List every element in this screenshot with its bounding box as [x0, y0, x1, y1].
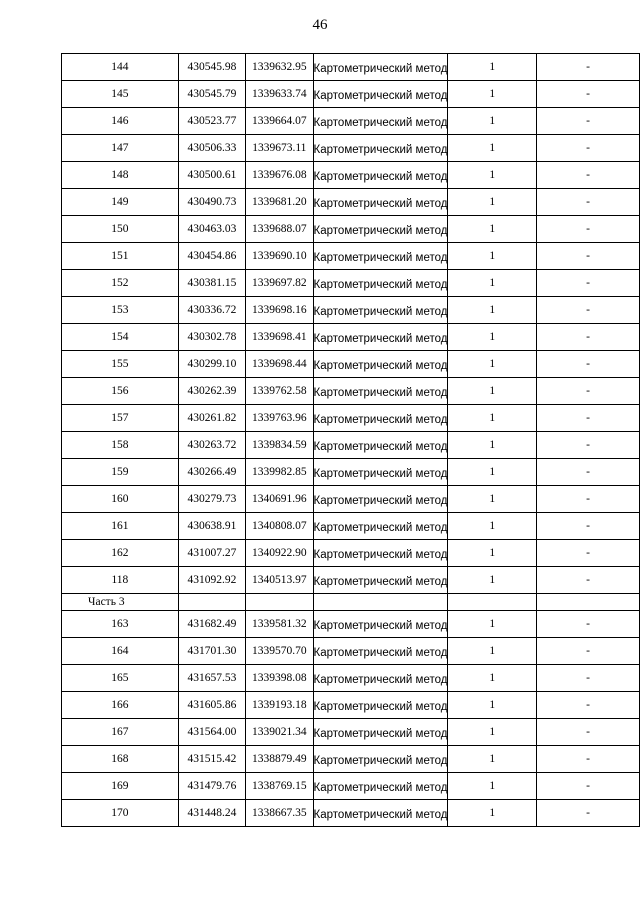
table-row [62, 54, 640, 81]
x-coordinate-cell: 431479.76 [178, 773, 245, 800]
empty-cell [313, 594, 448, 611]
y-coordinate-cell: 1339193.18 [246, 692, 314, 719]
accuracy-cell: 1 [448, 54, 537, 81]
method-text: Картометрический метод [313, 332, 448, 345]
x-coordinate-cell: 430545.79 [178, 81, 245, 108]
method-text: Картометрический метод [313, 386, 448, 399]
accuracy-cell: 1 [448, 243, 537, 270]
y-coordinate-cell: 1339763.96 [246, 405, 314, 432]
method-text: Картометрический метод [313, 278, 448, 291]
method-text: Картометрический метод [313, 359, 448, 372]
y-coordinate-cell: 1340513.97 [246, 567, 314, 594]
x-coordinate-cell: 431448.24 [178, 800, 245, 827]
x-coordinate-cell: 430463.03 [178, 216, 245, 243]
description-cell: - [537, 270, 640, 297]
y-coordinate-cell: 1339697.82 [246, 270, 314, 297]
point-number-cell: 118 [62, 567, 179, 594]
point-number-cell: 161 [62, 513, 179, 540]
table-row [62, 432, 640, 459]
point-number-cell: 150 [62, 216, 179, 243]
method-text: Картометрический метод [313, 224, 448, 237]
accuracy-cell: 1 [448, 773, 537, 800]
y-coordinate-cell: 1339581.32 [246, 611, 314, 638]
method-text: Картометрический метод [313, 62, 448, 75]
y-coordinate-cell: 1339664.07 [246, 108, 314, 135]
accuracy-cell: 1 [448, 719, 537, 746]
table-row [62, 540, 640, 567]
point-number-cell: 170 [62, 800, 179, 827]
x-coordinate-cell: 430490.73 [178, 189, 245, 216]
method-cell [313, 773, 448, 800]
description-cell: - [537, 54, 640, 81]
description-cell: - [537, 135, 640, 162]
method-text: Картометрический метод [313, 89, 448, 102]
description-cell: - [537, 746, 640, 773]
point-number-cell: 159 [62, 459, 179, 486]
accuracy-cell: 1 [448, 746, 537, 773]
table-row [62, 189, 640, 216]
method-cell [313, 135, 448, 162]
method-cell [313, 486, 448, 513]
x-coordinate-cell: 431701.30 [178, 638, 245, 665]
table-row [62, 665, 640, 692]
x-coordinate-cell: 430262.39 [178, 378, 245, 405]
y-coordinate-cell: 1339633.74 [246, 81, 314, 108]
coordinates-table [61, 53, 640, 827]
table-row [62, 692, 640, 719]
point-number-cell: 162 [62, 540, 179, 567]
table-row [62, 297, 640, 324]
coordinates-table-body [62, 54, 640, 827]
method-cell [313, 216, 448, 243]
accuracy-cell: 1 [448, 405, 537, 432]
accuracy-cell: 1 [448, 432, 537, 459]
point-number-cell: 153 [62, 297, 179, 324]
method-cell [313, 611, 448, 638]
description-cell: - [537, 540, 640, 567]
method-cell [313, 405, 448, 432]
method-text: Картометрический метод [313, 440, 448, 453]
section-label: Часть 3 [62, 594, 179, 611]
table-row [62, 324, 640, 351]
accuracy-cell: 1 [448, 378, 537, 405]
method-text: Картометрический метод [313, 116, 448, 129]
method-cell [313, 378, 448, 405]
method-text: Картометрический метод [313, 808, 448, 821]
table-row [62, 611, 640, 638]
accuracy-cell: 1 [448, 351, 537, 378]
method-cell [313, 297, 448, 324]
accuracy-cell: 1 [448, 567, 537, 594]
point-number-cell: 169 [62, 773, 179, 800]
accuracy-cell: 1 [448, 189, 537, 216]
empty-cell [537, 594, 640, 611]
y-coordinate-cell: 1340922.90 [246, 540, 314, 567]
method-cell [313, 665, 448, 692]
x-coordinate-cell: 430454.86 [178, 243, 245, 270]
x-coordinate-cell: 430506.33 [178, 135, 245, 162]
method-cell [313, 108, 448, 135]
empty-cell [448, 594, 537, 611]
accuracy-cell: 1 [448, 459, 537, 486]
method-cell [313, 270, 448, 297]
accuracy-cell: 1 [448, 108, 537, 135]
table-row [62, 800, 640, 827]
y-coordinate-cell: 1340808.07 [246, 513, 314, 540]
method-text: Картометрический метод [313, 170, 448, 183]
accuracy-cell: 1 [448, 665, 537, 692]
method-text: Картометрический метод [313, 727, 448, 740]
y-coordinate-cell: 1339698.16 [246, 297, 314, 324]
y-coordinate-cell: 1339834.59 [246, 432, 314, 459]
table-row [62, 638, 640, 665]
description-cell: - [537, 351, 640, 378]
method-cell [313, 719, 448, 746]
x-coordinate-cell: 431682.49 [178, 611, 245, 638]
x-coordinate-cell: 430263.72 [178, 432, 245, 459]
table-row [62, 746, 640, 773]
y-coordinate-cell: 1338769.15 [246, 773, 314, 800]
method-cell [313, 162, 448, 189]
x-coordinate-cell: 430500.61 [178, 162, 245, 189]
point-number-cell: 154 [62, 324, 179, 351]
method-cell [313, 567, 448, 594]
accuracy-cell: 1 [448, 162, 537, 189]
x-coordinate-cell: 430279.73 [178, 486, 245, 513]
description-cell: - [537, 773, 640, 800]
description-cell: - [537, 81, 640, 108]
accuracy-cell: 1 [448, 800, 537, 827]
method-text: Картометрический метод [313, 646, 448, 659]
method-cell [313, 189, 448, 216]
point-number-cell: 145 [62, 81, 179, 108]
description-cell: - [537, 324, 640, 351]
y-coordinate-cell: 1338667.35 [246, 800, 314, 827]
x-coordinate-cell: 430261.82 [178, 405, 245, 432]
y-coordinate-cell: 1339676.08 [246, 162, 314, 189]
description-cell: - [537, 378, 640, 405]
method-cell [313, 81, 448, 108]
table-row [62, 243, 640, 270]
y-coordinate-cell: 1339698.41 [246, 324, 314, 351]
method-text: Картометрический метод [313, 619, 448, 632]
point-number-cell: 165 [62, 665, 179, 692]
x-coordinate-cell: 430638.91 [178, 513, 245, 540]
table-row [62, 486, 640, 513]
section-header-row [62, 594, 640, 611]
table-row [62, 108, 640, 135]
method-text: Картометрический метод [313, 467, 448, 480]
description-cell: - [537, 638, 640, 665]
method-text: Картометрический метод [313, 521, 448, 534]
table-row [62, 135, 640, 162]
description-cell: - [537, 800, 640, 827]
point-number-cell: 151 [62, 243, 179, 270]
method-text: Картометрический метод [313, 673, 448, 686]
x-coordinate-cell: 431564.00 [178, 719, 245, 746]
page-number: 46 [312, 17, 328, 33]
point-number-cell: 163 [62, 611, 179, 638]
table-row [62, 405, 640, 432]
accuracy-cell: 1 [448, 297, 537, 324]
method-cell [313, 351, 448, 378]
point-number-cell: 152 [62, 270, 179, 297]
table-row [62, 81, 640, 108]
method-cell [313, 54, 448, 81]
x-coordinate-cell: 431515.42 [178, 746, 245, 773]
x-coordinate-cell: 431092.92 [178, 567, 245, 594]
method-cell [313, 692, 448, 719]
method-text: Картометрический метод [313, 305, 448, 318]
description-cell: - [537, 719, 640, 746]
description-cell: - [537, 486, 640, 513]
point-number-cell: 144 [62, 54, 179, 81]
accuracy-cell: 1 [448, 486, 537, 513]
table-row [62, 773, 640, 800]
description-cell: - [537, 297, 640, 324]
y-coordinate-cell: 1339688.07 [246, 216, 314, 243]
table-row [62, 216, 640, 243]
method-cell [313, 800, 448, 827]
x-coordinate-cell: 430266.49 [178, 459, 245, 486]
description-cell: - [537, 405, 640, 432]
y-coordinate-cell: 1339632.95 [246, 54, 314, 81]
description-cell: - [537, 513, 640, 540]
accuracy-cell: 1 [448, 611, 537, 638]
method-text: Картометрический метод [313, 143, 448, 156]
y-coordinate-cell: 1339398.08 [246, 665, 314, 692]
point-number-cell: 155 [62, 351, 179, 378]
accuracy-cell: 1 [448, 638, 537, 665]
accuracy-cell: 1 [448, 692, 537, 719]
method-cell [313, 324, 448, 351]
table-row [62, 513, 640, 540]
description-cell: - [537, 692, 640, 719]
y-coordinate-cell: 1340691.96 [246, 486, 314, 513]
method-cell [313, 513, 448, 540]
description-cell: - [537, 243, 640, 270]
empty-cell [178, 594, 245, 611]
x-coordinate-cell: 431007.27 [178, 540, 245, 567]
description-cell: - [537, 162, 640, 189]
method-text: Картометрический метод [313, 494, 448, 507]
method-cell [313, 540, 448, 567]
method-text: Картометрический метод [313, 700, 448, 713]
point-number-cell: 158 [62, 432, 179, 459]
point-number-cell: 168 [62, 746, 179, 773]
method-text: Картометрический метод [313, 251, 448, 264]
point-number-cell: 146 [62, 108, 179, 135]
x-coordinate-cell: 430299.10 [178, 351, 245, 378]
accuracy-cell: 1 [448, 540, 537, 567]
method-cell [313, 746, 448, 773]
method-cell [313, 432, 448, 459]
table-row [62, 378, 640, 405]
point-number-cell: 157 [62, 405, 179, 432]
point-number-cell: 156 [62, 378, 179, 405]
point-number-cell: 166 [62, 692, 179, 719]
x-coordinate-cell: 430336.72 [178, 297, 245, 324]
accuracy-cell: 1 [448, 216, 537, 243]
description-cell: - [537, 108, 640, 135]
method-text: Картометрический метод [313, 197, 448, 210]
x-coordinate-cell: 431605.86 [178, 692, 245, 719]
description-cell: - [537, 216, 640, 243]
table-row [62, 567, 640, 594]
y-coordinate-cell: 1339698.44 [246, 351, 314, 378]
description-cell: - [537, 189, 640, 216]
point-number-cell: 164 [62, 638, 179, 665]
description-cell: - [537, 665, 640, 692]
point-number-cell: 149 [62, 189, 179, 216]
accuracy-cell: 1 [448, 135, 537, 162]
table-row [62, 719, 640, 746]
description-cell: - [537, 567, 640, 594]
y-coordinate-cell: 1339673.11 [246, 135, 314, 162]
method-text: Картометрический метод [313, 413, 448, 426]
x-coordinate-cell: 430381.15 [178, 270, 245, 297]
point-number-cell: 148 [62, 162, 179, 189]
accuracy-cell: 1 [448, 270, 537, 297]
accuracy-cell: 1 [448, 324, 537, 351]
method-text: Картометрический метод [313, 781, 448, 794]
empty-cell [246, 594, 314, 611]
method-text: Картометрический метод [313, 548, 448, 561]
method-cell [313, 459, 448, 486]
method-cell [313, 638, 448, 665]
method-text: Картометрический метод [313, 575, 448, 588]
y-coordinate-cell: 1339570.70 [246, 638, 314, 665]
y-coordinate-cell: 1339762.58 [246, 378, 314, 405]
description-cell: - [537, 611, 640, 638]
table-row [62, 459, 640, 486]
method-text: Картометрический метод [313, 754, 448, 767]
point-number-cell: 147 [62, 135, 179, 162]
description-cell: - [537, 459, 640, 486]
y-coordinate-cell: 1339690.10 [246, 243, 314, 270]
x-coordinate-cell: 430523.77 [178, 108, 245, 135]
point-number-cell: 160 [62, 486, 179, 513]
table-row [62, 351, 640, 378]
method-cell [313, 243, 448, 270]
point-number-cell: 167 [62, 719, 179, 746]
y-coordinate-cell: 1339982.85 [246, 459, 314, 486]
accuracy-cell: 1 [448, 81, 537, 108]
description-cell: - [537, 432, 640, 459]
table-row [62, 162, 640, 189]
y-coordinate-cell: 1338879.49 [246, 746, 314, 773]
x-coordinate-cell: 430302.78 [178, 324, 245, 351]
accuracy-cell: 1 [448, 513, 537, 540]
x-coordinate-cell: 430545.98 [178, 54, 245, 81]
y-coordinate-cell: 1339021.34 [246, 719, 314, 746]
x-coordinate-cell: 431657.53 [178, 665, 245, 692]
table-row [62, 270, 640, 297]
y-coordinate-cell: 1339681.20 [246, 189, 314, 216]
